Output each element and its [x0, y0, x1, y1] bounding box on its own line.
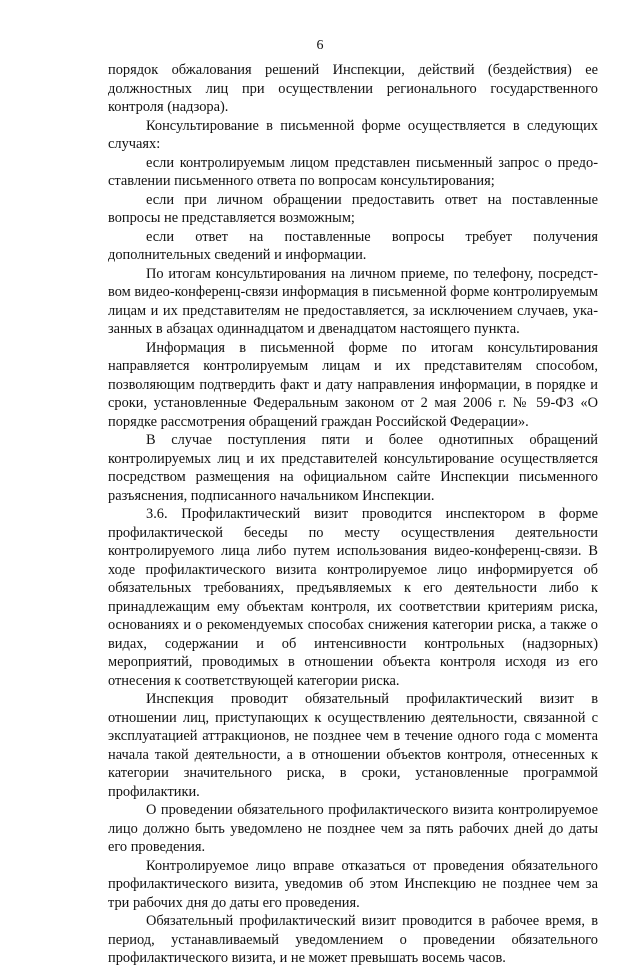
paragraph-case-written-request: если контролируемым лицом представлен письменный запрос о предоставлении письменного ответа по вопросам консультирования;	[108, 154, 598, 189]
paragraph-case-personal-appeal: если при личном обращении предоставить ответ на поставленные вопросы не представляется возможным;	[108, 191, 598, 226]
paragraph-appeal-procedure: порядок обжалования решений Инспекции, действий (бездействия) ее должностных лиц при осуществлении регионального государственного контроля (надзора).	[108, 62, 598, 115]
paragraph-preventive-visit: 3.6. Профилактический визит проводится инспектором в форме профилактической беседы по месту осуществления деятельности контролируемого лица либо путем использования видео-конференц-связи. В ходе профилактического визита контролируемое лицо информируется об обязательных требованиях, предъявляемых к его деятельности либо к принадлежащим ему объектам контроля, их соответствии критериям риска, основаниях и о рекомендуемых способах снижения категории риска, а также о видах, содержании и об интенсивности контрольных (надзорных) мероприятий, проводимых в отношении объекта контроля исходя из его отнесения к соответствующей категории риска.	[108, 506, 598, 689]
paragraph-mandatory-visit: Инспекция проводит обязательный профилактический визит в отношении лиц, приступающих к осуществлению деятельности, связанной с эксплуатацией аттракционов, не позднее чем в течение одного года с момента начала такой деятельности, а в отношении объектов контроля, отнесенных к категории значительного риска, в сроки, установленные программой профилактики.	[108, 691, 598, 800]
paragraph-written-consulting-cases: Консультирование в письменной форме осуществляется в следующих случаях:	[108, 117, 598, 152]
paragraph-case-additional-info: если ответ на поставленные вопросы требует получения дополнительных сведений и информации.	[108, 228, 598, 263]
paragraph-visit-refusal: Контролируемое лицо вправе отказаться от проведения обязательного профилактического визита, уведомив об этом Инспекцию не позднее чем за три рабочих дня до даты его проведения.	[108, 857, 598, 911]
paragraph-written-info-delivery: Информация в письменной форме по итогам консультирования направляется контролируемым лицам и их представителям способом, позволяющим подтвердить факт и дату направления информации, в порядке и сроки, установленные Федеральным законом от 2 мая 2006 г. № 59-ФЗ «О порядке рассмотрения обращений граждан Российской Федерации».	[108, 339, 598, 430]
paragraph-multiple-appeals: В случае поступления пяти и более однотипных обращений контролируемых лиц и их представителей консультирование осуществляется посредством размещения на официальном сайте Инспекции письменного разъяснения, подписанного начальником Инспекции.	[108, 432, 598, 504]
paragraph-visit-notification: О проведении обязательного профилактического визита контролируемое лицо должно быть уведомлено не позднее чем за пять рабочих дней до даты его проведения.	[108, 802, 598, 855]
document-body	[108, 61, 598, 968]
paragraph-visit-duration: Обязательный профилактический визит проводится в рабочее время, в период, устанавливаемый уведомлением о проведении обязательного профилактического визита, и не может превышать восемь часов.	[108, 913, 598, 966]
page-number: 6	[316, 38, 324, 53]
paragraph-consulting-results: По итогам консультирования на личном приеме, по телефону, посредством видео-конференц-связи информация в письменной форме контролируемым лицам и их представителям не предоставляется, за исключением случаев, указанных в абзацах одиннадцатом и двенадцатом настоящего пункта.	[108, 265, 598, 337]
